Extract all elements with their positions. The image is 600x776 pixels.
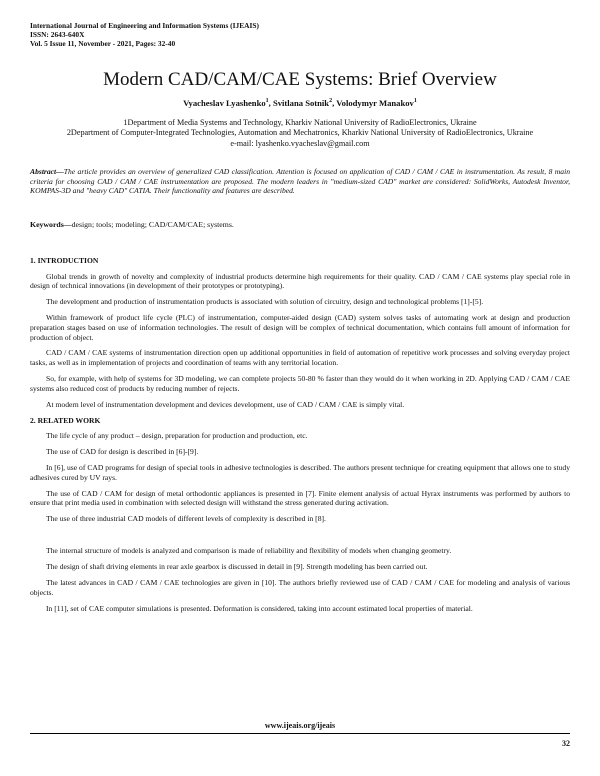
author-name: Svitlana Sotnik [272, 98, 330, 108]
footer-divider [30, 733, 570, 734]
affiliation-1: 1Department of Media Systems and Technology, Kharkiv National University of RadioElectronics, Ukraine [123, 118, 477, 127]
author-affiliation-mark: 1 [413, 98, 417, 105]
contact-email: e-mail: lyashenko.vyacheslav@gmail.com [230, 138, 370, 148]
paragraph: The use of CAD for design is described in [6]-[9]. [46, 447, 199, 457]
paragraph: At modern level of instrumentation development and devices development, use of CAD / CAM / CAE is simply vital. [46, 399, 405, 409]
paragraph: The life cycle of any product – design, preparation for production and production, etc. [46, 431, 308, 441]
section-heading-related-work: 2. RELATED WORK [30, 415, 101, 425]
author-list [0, 98, 600, 108]
paragraph: The internal structure of models is analyzed and comparison is made of reliability and flexibility of models when changing geometry. [46, 546, 452, 556]
paragraph: So, for example, with help of systems for 3D modeling, we can complete projects 50-80 % faster than they would do it when working in 2D. Applying CAD / CAM / CAE systems also reduced cost of products by reducing number of rejects. [30, 374, 570, 393]
paragraph: The use of three industrial CAD models of different levels of complexity is described in [8]. [46, 514, 326, 524]
journal-header [30, 21, 259, 49]
abstract [30, 167, 570, 196]
paragraph: Global trends in growth of novelty and complexity of industrial products determine high requirements for their quality. CAD / CAM / CAE systems play special role in design of technical innovations (in development of their prototypes or prototyping). [30, 271, 570, 291]
author-separator: , [268, 98, 273, 108]
keywords-text: design; tools; modeling; CAD/CAM/CAE; systems. [71, 220, 234, 229]
paragraph: Within framework of product life cycle (PLC) of instrumentation, computer-aided design (CAD) system solves tasks of automating work at design and production preparation stages based on use of information technologies. The result of design will be complex of technical documentation, which contains full amount of information for production of object. [30, 313, 570, 342]
keywords [30, 220, 570, 229]
affiliation-2: 2Department of Computer-Integrated Technologies, Automation and Mechatronics, Kharkiv National University of RadioElectronics, Ukraine [66, 128, 534, 138]
journal-issn: ISSN: 2643-640X [30, 30, 85, 40]
abstract-text: The article provides an overview of generalized CAD classification. Attention is focused on application of CAD / CAM / CAE in instrumentation. As result, 8 main criteria for choosing CAD / CAM / CAE instrumentation are proposed. The modern leaders in "medium-sized CAD" market are considered: SolidWorks, Autodesk Inventor, KOMPAS-3D and "heavy CAD" CATIA. Their functionality and features are described. [30, 167, 570, 196]
paragraph: The development and production of instrumentation products is associated with solution of circuitry, design and technological problems [1]-[5]. [46, 297, 484, 307]
author-name: Vyacheslav Lyashenko [183, 98, 266, 108]
paragraph: In [6], use of CAD programs for design of special tools in adhesive technologies is described. The authors present technique for creating equipment that allows one to study adhesives cured by UV rays. [30, 463, 570, 482]
paper-title: Modern CAD/CAM/CAE Systems: Brief Overview [103, 69, 497, 90]
paragraph-gap [30, 530, 570, 546]
paragraph: The use of CAD / CAM for design of metal orthodontic appliances is presented in [7]. Finite element analysis of actual Hyrax instruments was performed by authors to ensure that print media used in combination with selected design will withstand the stress generated during activation. [30, 488, 570, 508]
abstract-label: Abstract— [30, 167, 64, 176]
author-separator: , [332, 98, 337, 108]
journal-name: International Journal of Engineering and Information Systems (IJEAIS) [30, 21, 259, 30]
author-name: Volodymyr Manakov [336, 98, 414, 108]
paragraph: The latest advances in CAD / CAM / CAE technologies are given in [10]. The authors briefly reviewed use of CAD / CAM / CAE for modeling and analysis of various objects. [30, 577, 570, 597]
journal-volume: Vol. 5 Issue 11, November - 2021, Pages: 32-40 [30, 39, 176, 49]
paragraph: The design of shaft driving elements in rear axle gearbox is discussed in detail in [9]. Strength modeling has been carried out. [46, 562, 428, 572]
author-affiliation-mark: 2 [329, 98, 333, 105]
paragraph: In [11], set of CAE computer simulations is presented. Deformation is considered, taking into account estimated local properties of material. [46, 603, 473, 613]
affiliations [60, 118, 540, 149]
keywords-label: Keywords— [30, 220, 72, 229]
paragraph: CAD / CAM / CAE systems of instrumentation direction open up additional opportunities in field of automation of repetitive work processes and solving everyday project tasks, as well as in implementation of projects and coordination of teams with any territorial location. [30, 348, 570, 368]
footer-url: www.ijeais.org/ijeais [264, 721, 336, 730]
page-number: 32 [562, 739, 570, 748]
author-affiliation-mark: 1 [265, 98, 269, 105]
section-heading-introduction: 1. INTRODUCTION [30, 256, 99, 265]
paper-body [30, 256, 570, 619]
